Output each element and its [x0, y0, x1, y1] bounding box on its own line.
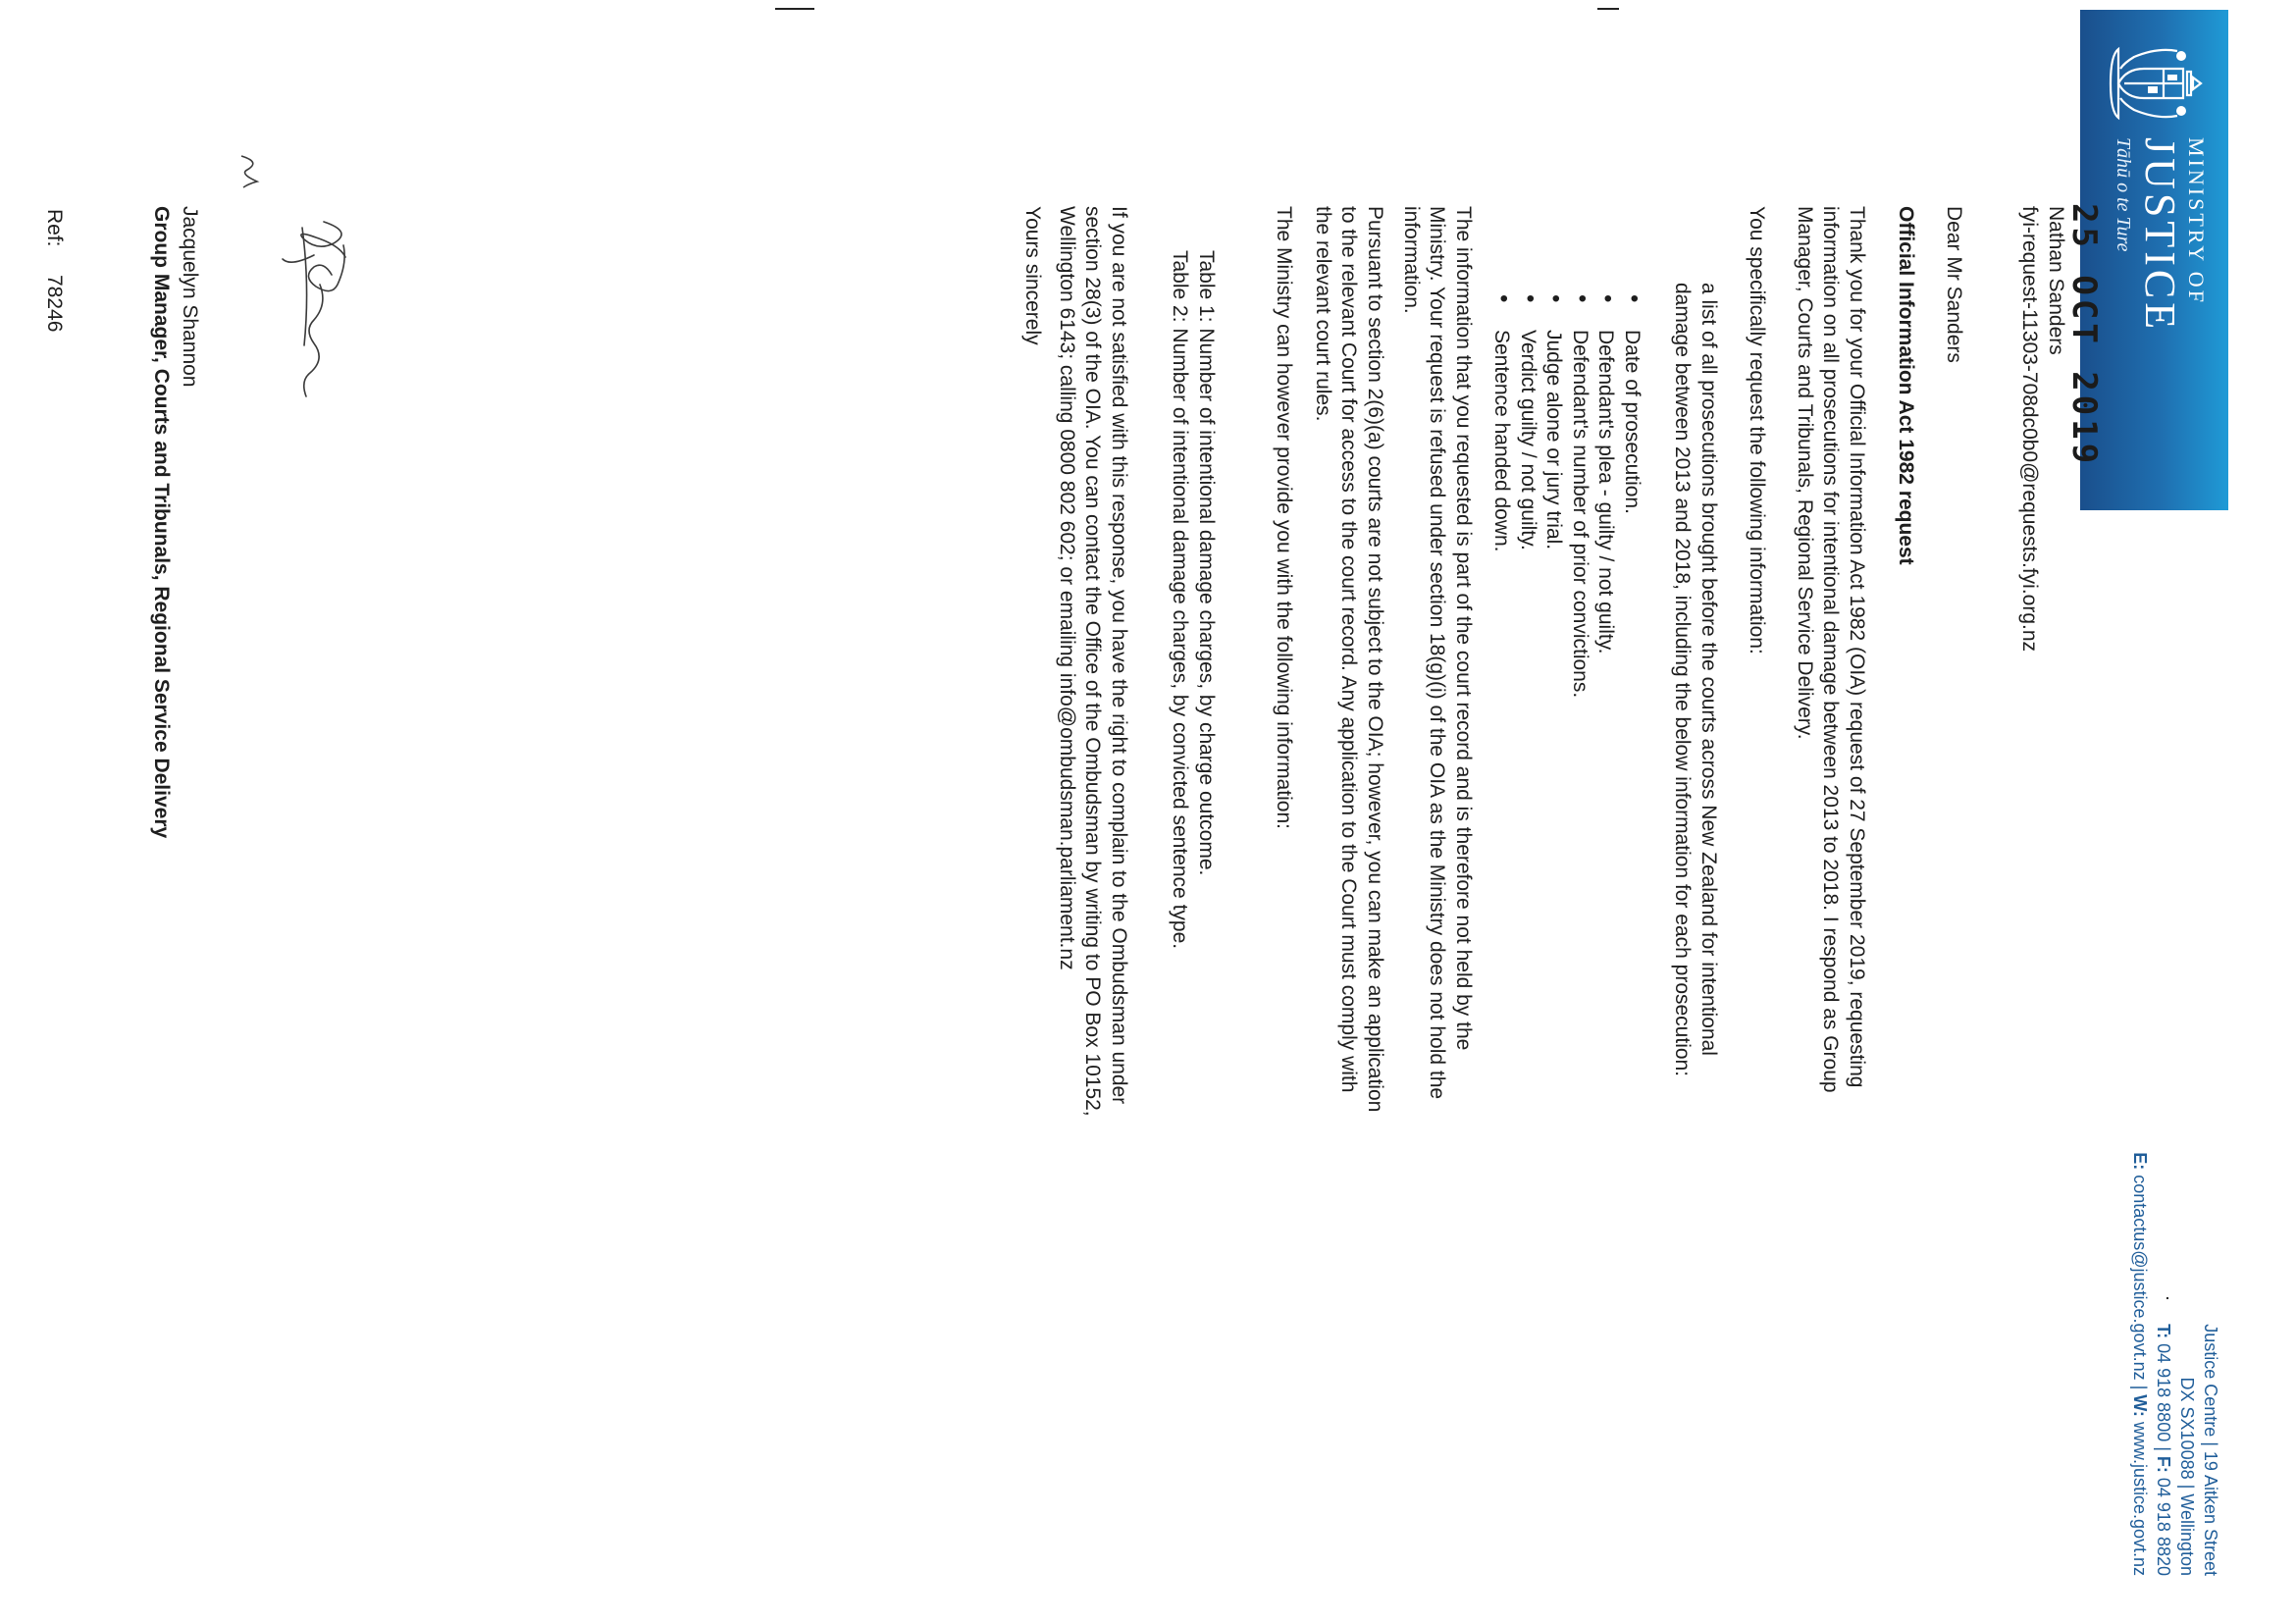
email-value: contactus@justice.govt.nz |	[2130, 1170, 2150, 1395]
logo-maori-name-text: Tāhū o te Ture	[2113, 137, 2134, 252]
subject-heading: Official Information Act 1982 request	[1895, 206, 1917, 565]
paragraph-line: The information that you requested is part of the court record and is therefore not held by the	[1452, 206, 1475, 1051]
paragraph-request: You specifically request the following information:	[1746, 206, 1768, 654]
web-value: www.justice.govt.nz	[2130, 1416, 2150, 1576]
paragraph-line: damage between 2013 and 2018, including the below information for each prosecution:	[1671, 283, 1695, 1077]
reference-label: Ref:	[43, 209, 66, 247]
phone-label: T:	[2154, 1324, 2173, 1339]
paragraph-line: Manager, Courts and Tribunals, Regional Service Delivery.	[1794, 206, 1816, 740]
paragraph-line: the relevant court rules.	[1312, 206, 1334, 422]
paragraph-line: Ministry. Your request is refused under section 18(g)(i) of the OIA as the Ministry does not hold the	[1426, 206, 1449, 1100]
fax-value: 04 918 8820	[2154, 1472, 2173, 1576]
contact-email-web	[2128, 1152, 2152, 1576]
scan-mark	[775, 8, 814, 10]
handwritten-initials	[235, 152, 265, 191]
handwritten-signature	[280, 216, 363, 422]
table-reference: Table 2: Number of intentional damage charges, by convicted sentence type.	[1169, 250, 1192, 950]
paragraph-line: to the relevant Court for access to the court record. Any application to the Court must comply with	[1337, 206, 1361, 1093]
paragraph-line: information on all prosecutions for intentional damage between 2013 to 2018. I respond as Group	[1819, 206, 1843, 1093]
paragraph-line: Thank you for your Official Information Act 1982 (OIA) request of 27 September 2019, requesting	[1846, 206, 1868, 1088]
logo-justice-text: JUSTICE	[2136, 137, 2184, 334]
list-item: • Judge alone or jury trial.	[1540, 283, 1567, 1342]
table-reference: Table 1: Number of intentional damage charges, by charge outcome.	[1195, 250, 1218, 876]
paragraph-line: If you are not satisfied with this response, you have the right to complain to the Ombudsman under	[1108, 206, 1130, 1105]
list-item: • Defendant's plea - guilty / not guilty.	[1592, 283, 1619, 1342]
requested-fields-list	[1488, 283, 1644, 1342]
quoted-request	[1669, 283, 1721, 1342]
logo-ministry-of-text: MINISTRY OF	[2184, 137, 2209, 305]
reference-number: 78246	[43, 275, 66, 333]
date-stamp: 25 OCT 2019	[2064, 203, 2104, 468]
paragraph-provided-info: The Ministry can however provide you with the following information:	[1273, 206, 1295, 829]
fax-label: F:	[2154, 1455, 2173, 1473]
contact-details	[2128, 1152, 2222, 1576]
signatory-title: Group Manager, Courts and Tribunals, Regional Service Delivery	[150, 206, 173, 839]
coat-of-arms-icon	[2104, 39, 2207, 128]
tables-list	[1167, 250, 1219, 1388]
signatory-name: Jacquelyn Shannon	[179, 206, 201, 388]
phone-value: 04 918 8800 |	[2154, 1338, 2173, 1456]
paragraph-intro	[1792, 206, 1870, 1344]
web-label: W:	[2130, 1394, 2150, 1417]
recipient-block	[2016, 206, 2068, 1344]
salutation: Dear Mr Sanders	[1943, 206, 1965, 363]
list-item: • Date of prosecution.	[1619, 283, 1645, 1342]
paragraph-line: Wellington 6143; calling 0800 802 602; or emailing info@ombudsman.parliament.nz	[1056, 206, 1078, 970]
list-item: • Defendant's number of prior convictions.	[1567, 283, 1593, 1342]
paragraph-line: information.	[1400, 206, 1423, 314]
paragraph-line: a list of all prosecutions brought before the courts across New Zealand for intentional	[1697, 283, 1720, 1056]
scan-speck	[2166, 1297, 2168, 1299]
list-item: • Sentence handed down.	[1488, 283, 1515, 1342]
recipient-email: fyi-request-11303-708dc0b0@requests.fyi.org.nz	[2018, 206, 2042, 653]
list-item: • Verdict guilty / not guilty.	[1515, 283, 1541, 1342]
contact-phone-fax	[2152, 1152, 2175, 1576]
paragraph-line: section 28(3) of the OIA. You can contact the Office of the Ombudsman by writing to PO Box 10152,	[1081, 206, 1105, 1117]
email-label: E:	[2130, 1152, 2150, 1171]
contact-address: Justice Centre | 19 Aitken Street	[2201, 1324, 2220, 1576]
contact-dx: DX SX10088 | Wellington	[2177, 1377, 2197, 1576]
paragraph-refusal	[1398, 206, 1477, 1344]
paragraph-line: Pursuant to section 2(6)(a) courts are not subject to the OIA; however, you can make an application	[1364, 206, 1386, 1113]
paragraph-ombudsman	[1054, 206, 1132, 1344]
paragraph-court-access	[1310, 206, 1388, 1344]
scan-mark	[1597, 8, 1619, 10]
recipient-name: Nathan Sanders	[2045, 206, 2067, 355]
closing: Yours sincerely	[1021, 206, 1044, 345]
